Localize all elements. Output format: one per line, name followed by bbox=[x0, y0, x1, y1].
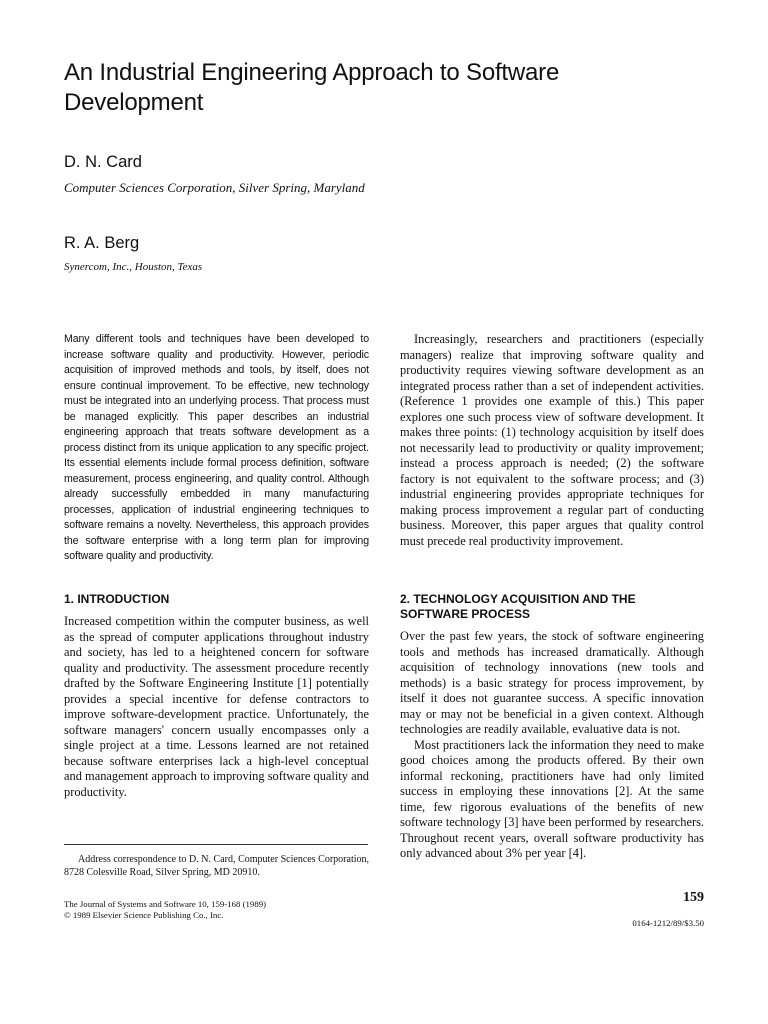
author-name-2: R. A. Berg bbox=[64, 234, 140, 252]
issn-code: 0164-1212/89/$3.50 bbox=[632, 918, 704, 928]
author-affiliation-1: Computer Sciences Corporation, Silver Spring, Maryland bbox=[64, 180, 365, 195]
copyright-line: © 1989 Elsevier Science Publishing Co., Inc. bbox=[64, 910, 224, 920]
section-technology-acquisition bbox=[400, 629, 704, 862]
technology-paragraph-2: Most practitioners lack the information they need to make good choices among the products offered. By their own informal reckoning, practitioners have had only limited success in employing these innovations [2]. At the same time, few rigorous evaluations of the benefits of new software technology [3] have been performed by researchers. Throughout recent years, overall software productivity has only advanced about 3% per year [4]. bbox=[400, 737, 704, 860]
journal-citation: The Journal of Systems and Software 10, 159-168 (1989) bbox=[64, 899, 267, 909]
author-affiliation-2: Synercom, Inc., Houston, Texas bbox=[64, 261, 203, 273]
abstract: Many different tools and techniques have been developed to increase software quality and productivity. However, periodic acquisition of improved methods and tools, by itself, does not ensure continual improvement. To be effective, new technology must be integrated into an underlying process. That process must be managed explicitly. This paper describes an industrial engineering approach that treats software development as a process distinct from its unique application to any specific project. Its essential elements include formal process definition, software measurement, process engineering, and quality control. Although already successfully embedded in many manufacturing processes, application of industrial engineering techniques to software remains a novelty. Nevertheless, this approach provides the software enterprise with a long term plan for improving software quality and productivity. bbox=[64, 333, 369, 562]
footnote-divider bbox=[64, 844, 368, 845]
section-heading-introduction: 1. INTRODUCTION bbox=[64, 592, 170, 606]
introductory-text bbox=[400, 332, 704, 549]
correspondence-footnote: Address correspondence to D. N. Card, Computer Sciences Corporation, 8728 Colesville Road, Silver Spring, MD 20910. bbox=[64, 854, 369, 878]
author-name-1: D. N. Card bbox=[64, 153, 142, 171]
section-introduction bbox=[64, 614, 369, 800]
introduction-paragraph: Increased competition within the computer business, as well as the spread of computer applications throughout industry and society, has led to a heightened concern for software quality and productivity. The assessment procedure recently drafted by the Software Engineering Institute [1] potentially provides a special incentive for defense contractors to improve software-development practice. Unfortunately, the software managers' concern usually encompasses only a single project at a time. Lessons learned are not retained because software enterprises lack a high-level conceptual and management approach to improving software quality and productivity. bbox=[64, 614, 369, 799]
article-title: An Industrial Engineering Approach to Software Development bbox=[64, 59, 560, 116]
page-number: 159 bbox=[683, 890, 704, 905]
technology-paragraph-1: Over the past few years, the stock of software engineering tools and methods has increased dramatically. Although acquisition of technology innovations (new tools and methods) is a basic strategy for process improvement, by itself it does not guarantee success. A specific innovation may or may not be beneficial in a given context. Although technologies are readily available, evaluative data is not. bbox=[400, 629, 704, 736]
intro-paragraph: Increasingly, researchers and practitioners (especially managers) realize that improving software quality and productivity requires viewing software development as an integrated process rather than a set of independent activities. (Reference 1 provides one example of this.) This paper explores one such process view of software development. It makes three points: (1) technology acquisition by itself does not necessarily lead to productivity or quality improvement; instead a process approach is needed; (2) the software factory is not equivalent to the software process; and (3) industrial engineering provides appropriate techniques for making process improvement a regular part of conducting business. Moreover, this paper argues that quality control must precede real productivity improvement. bbox=[400, 332, 704, 548]
section-heading-technology-acquisition: 2. TECHNOLOGY ACQUISITION AND THE SOFTWARE PROCESS bbox=[400, 592, 636, 621]
